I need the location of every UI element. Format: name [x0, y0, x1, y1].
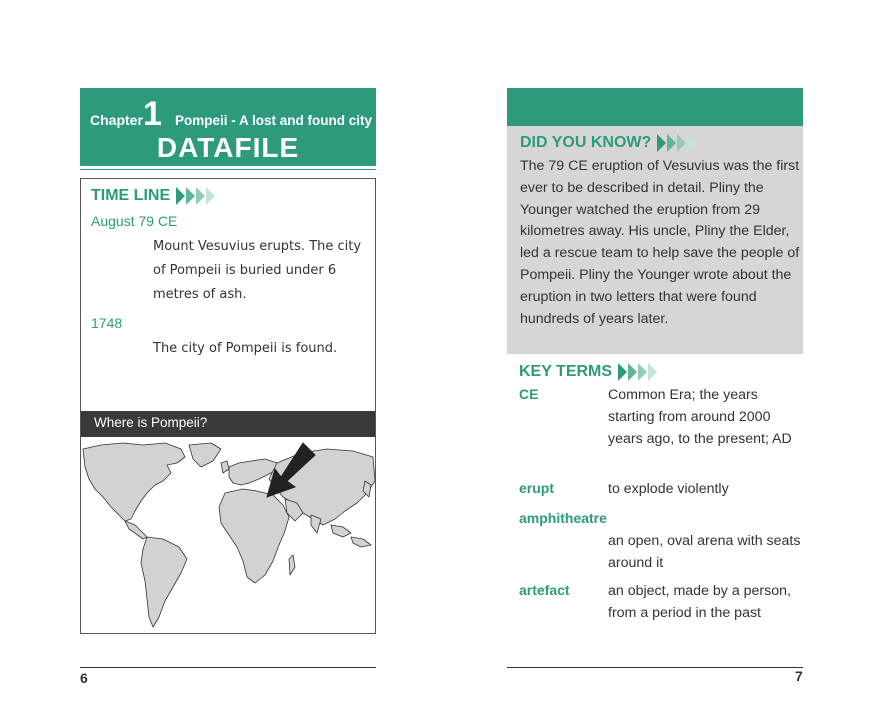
world-map — [81, 441, 375, 633]
did-you-know-heading — [520, 134, 697, 152]
chevron-arrows-icon — [657, 134, 697, 152]
datafile-heading: DATAFILE — [156, 132, 300, 163]
chevron-arrows-icon — [618, 363, 658, 381]
timeline-date-2: 1748 — [91, 315, 123, 331]
timeline-text-2: The city of Pompeii is found. — [153, 341, 338, 356]
top-color-bar — [507, 88, 803, 126]
page-number-left: 6 — [80, 670, 88, 686]
chapter-banner — [80, 88, 376, 166]
key-terms-heading-text: KEY TERMS — [519, 363, 613, 380]
page-number-right: 7 — [795, 668, 803, 684]
key-term-amphitheatre-definition: an open, oval arena with seats around it — [608, 533, 801, 571]
key-term-erupt: erupt — [519, 480, 554, 496]
chapter-title: Pompeii - A lost and found city — [174, 113, 372, 128]
timeline-date-1: August 79 CE — [91, 213, 178, 229]
key-terms-heading — [519, 363, 658, 381]
chapter-number: 1 — [143, 95, 162, 133]
did-you-know-box — [507, 126, 803, 354]
footer-rule-right — [507, 667, 803, 668]
timeline-heading-text: TIME LINE — [91, 187, 171, 204]
right-page — [435, 0, 870, 712]
footer-rule-left — [80, 667, 376, 668]
banner-divider — [80, 169, 376, 170]
key-term-erupt-definition: to explode violently — [608, 481, 729, 497]
key-term-artefact-definition: an object, made by a person, from a period in the past — [608, 583, 791, 621]
key-term-artefact: artefact — [519, 582, 570, 598]
key-term-ce-definition: Common Era; the years starting from around 2000 years ago, to the present; AD — [608, 387, 792, 447]
key-term-ce: CE — [519, 386, 539, 402]
did-you-know-heading-text: DID YOU KNOW? — [520, 134, 652, 151]
timeline-box — [80, 178, 376, 634]
timeline-text-1: Mount Vesuvius erupts. The city of Pompeii is buried under 6 metres of ash. — [153, 239, 362, 302]
chapter-label: Chapter — [90, 112, 143, 128]
timeline-heading — [91, 187, 216, 205]
map-heading: Where is Pompeii? — [81, 411, 375, 437]
key-term-amphitheatre: amphitheatre — [519, 510, 607, 526]
chevron-arrows-icon — [176, 187, 216, 205]
did-you-know-text: The 79 CE eruption of Vesuvius was the first ever to be described in detail. Pliny the Younger watched the eruption from 29 kilometres away. His uncle, Pliny the Elder, led a rescue team to help save the people of Pompeii. Pliny the Younger wrote about the eruption in two letters that were found hundreds of years later. — [520, 158, 800, 327]
